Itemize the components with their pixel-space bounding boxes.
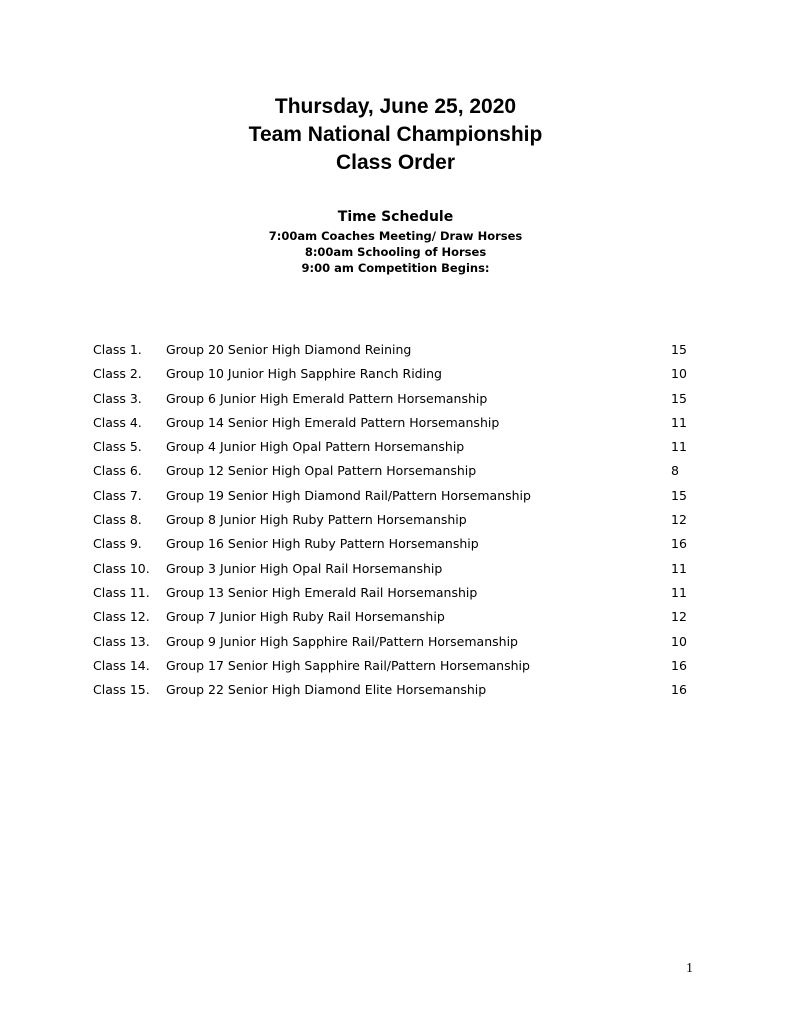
class-row — [0, 680, 791, 704]
class-description: Group 20 Senior High Diamond Reining — [166, 342, 412, 357]
class-description: Group 14 Senior High Emerald Pattern Horsemanship — [166, 414, 500, 430]
class-entry-count: 10 — [671, 366, 687, 382]
class-entry-count: 11 — [671, 560, 687, 576]
class-description: Group 13 Senior High Emerald Rail Horsemanship — [166, 584, 478, 600]
class-entry-count: 15 — [671, 342, 687, 357]
class-row — [0, 632, 791, 656]
class-description: Group 3 Junior High Opal Rail Horsemanship — [166, 560, 443, 576]
title-date: Thursday, June 25, 2020 — [274, 95, 517, 118]
class-number: Class 8. — [93, 512, 142, 528]
class-description: Group 16 Senior High Ruby Pattern Horsemanship — [166, 536, 479, 552]
class-entry-count: 10 — [671, 633, 687, 649]
class-entry-count: 15 — [671, 390, 687, 406]
class-description: Group 12 Senior High Opal Pattern Horsemanship — [166, 463, 477, 479]
schedule-item: 8:00am Schooling of Horses — [304, 245, 487, 259]
class-entry-count: 11 — [671, 414, 687, 430]
schedule-item: 7:00am Coaches Meeting/ Draw Horses — [268, 229, 523, 243]
class-row — [0, 534, 791, 558]
class-number: Class 9. — [93, 536, 142, 552]
time-schedule — [0, 206, 791, 276]
class-row — [0, 583, 791, 607]
class-description: Group 7 Junior High Ruby Rail Horsemanship — [166, 609, 445, 625]
class-number: Class 4. — [93, 414, 142, 430]
class-description: Group 8 Junior High Ruby Pattern Horsemanship — [166, 512, 467, 528]
class-description: Group 10 Junior High Sapphire Ranch Riding — [166, 366, 442, 382]
page-number: 1 — [686, 961, 693, 976]
class-number: Class 6. — [93, 463, 142, 479]
class-row — [0, 559, 791, 583]
class-number: Class 1. — [93, 342, 142, 357]
title-class-order: Class Order — [335, 151, 456, 174]
class-entry-count: 8 — [671, 463, 679, 479]
class-row — [0, 486, 791, 510]
class-number: Class 7. — [93, 487, 142, 503]
class-row — [0, 340, 791, 364]
class-description: Group 17 Senior High Sapphire Rail/Pattern Horsemanship — [166, 657, 530, 673]
class-number: Class 15. — [93, 682, 150, 698]
class-number: Class 5. — [93, 439, 142, 455]
class-row — [0, 437, 791, 461]
class-description: Group 19 Senior High Diamond Rail/Pattern Horsemanship — [166, 487, 531, 503]
class-entry-count: 16 — [671, 682, 687, 698]
class-description: Group 9 Junior High Sapphire Rail/Pattern Horsemanship — [166, 633, 518, 649]
class-row — [0, 413, 791, 437]
class-number: Class 2. — [93, 366, 142, 382]
class-number: Class 14. — [93, 657, 150, 673]
class-row — [0, 656, 791, 680]
schedule-heading: Time Schedule — [337, 209, 454, 225]
class-number: Class 12. — [93, 609, 150, 625]
class-entry-count: 12 — [671, 512, 687, 528]
class-row — [0, 607, 791, 631]
class-number: Class 11. — [93, 584, 150, 600]
class-row — [0, 364, 791, 388]
class-row — [0, 461, 791, 485]
class-description: Group 22 Senior High Diamond Elite Horsemanship — [166, 682, 487, 698]
class-number: Class 10. — [93, 560, 150, 576]
schedule-item: 9:00 am Competition Begins: — [301, 261, 490, 275]
document-title — [0, 93, 791, 177]
class-description: Group 4 Junior High Opal Pattern Horsemanship — [166, 439, 465, 455]
class-entry-count: 16 — [671, 536, 687, 552]
class-entry-count: 11 — [671, 439, 687, 455]
class-entry-count: 12 — [671, 609, 687, 625]
class-row — [0, 389, 791, 413]
class-entry-count: 15 — [671, 487, 687, 503]
class-order-list — [0, 340, 791, 704]
title-event: Team National Championship — [248, 123, 543, 146]
class-entry-count: 11 — [671, 584, 687, 600]
class-description: Group 6 Junior High Emerald Pattern Horsemanship — [166, 390, 488, 406]
class-number: Class 13. — [93, 633, 150, 649]
class-entry-count: 16 — [671, 657, 687, 673]
class-number: Class 3. — [93, 390, 142, 406]
class-row — [0, 510, 791, 534]
